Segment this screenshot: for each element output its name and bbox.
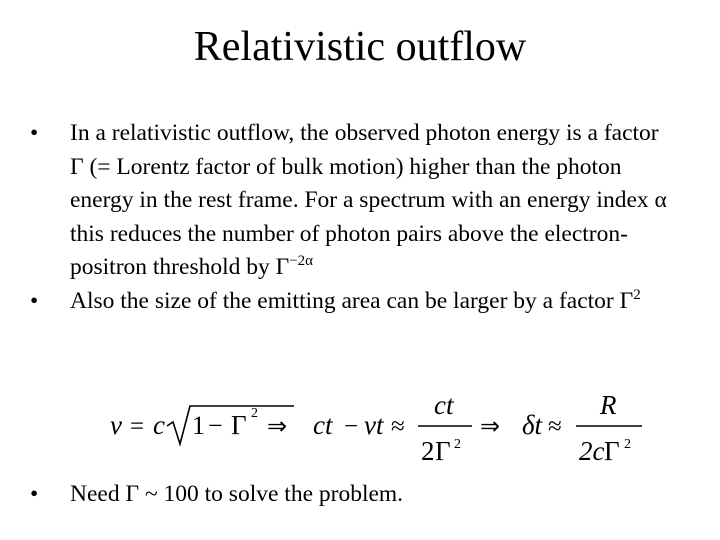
implies-arrow: ⇒ (267, 414, 288, 440)
formula-minus: − (344, 413, 359, 440)
fraction-denominator-gamma: Γ (435, 436, 451, 466)
formula-c: c (153, 410, 165, 440)
bullet-item (30, 117, 690, 285)
bullet-marker: • (30, 481, 39, 507)
fraction-denominator-2: 2 (421, 436, 435, 466)
fraction-numerator: R (600, 390, 617, 420)
formula-exponent: 2 (251, 406, 258, 421)
formula-minus: − (208, 411, 223, 440)
slide-title: Relativistic outflow (193, 24, 527, 70)
bullet-marker: • (30, 287, 39, 314)
implies-arrow: ⇒ (480, 414, 501, 440)
formula-v: v (110, 410, 122, 440)
formula-equals: = (130, 413, 145, 440)
approx-sign: ≈ (548, 413, 562, 440)
formula-gamma: Γ (231, 410, 247, 440)
bullet-text: Also the size of the emitting area can be larger by a factor $\Gamma^2$ (70, 286, 641, 314)
formula-one: 1 (192, 411, 205, 440)
bullet-text: Need Γ ~ 100 to solve the problem. (70, 481, 404, 507)
approx-sign: ≈ (391, 413, 405, 440)
bullet-item (30, 478, 690, 512)
bullet-text: In a relativistic outflow, the observed photon energy is a factor Γ (= Lorentz factor of bulk motion) higher than the photon energy in the rest frame. For a spectrum with an energy index α this reduces the number of photon pairs above the electron-positron threshold by $\Gamma^{-2\alpha}$ (70, 120, 667, 280)
bullet-marker: • (30, 120, 39, 146)
fraction-numerator: ct (434, 390, 454, 420)
formula (108, 388, 668, 468)
formula-vt: vt (364, 410, 384, 440)
formula-delta-t: δt (522, 410, 543, 440)
fraction-denominator-2c: 2c (579, 436, 605, 466)
formula-ct: ct (313, 410, 333, 440)
formula-exponent: 2 (624, 437, 631, 452)
bullet-list (30, 117, 690, 318)
bullet-item (30, 285, 690, 319)
fraction-denominator-gamma: Γ (604, 436, 620, 466)
formula-exponent: 2 (454, 437, 461, 452)
